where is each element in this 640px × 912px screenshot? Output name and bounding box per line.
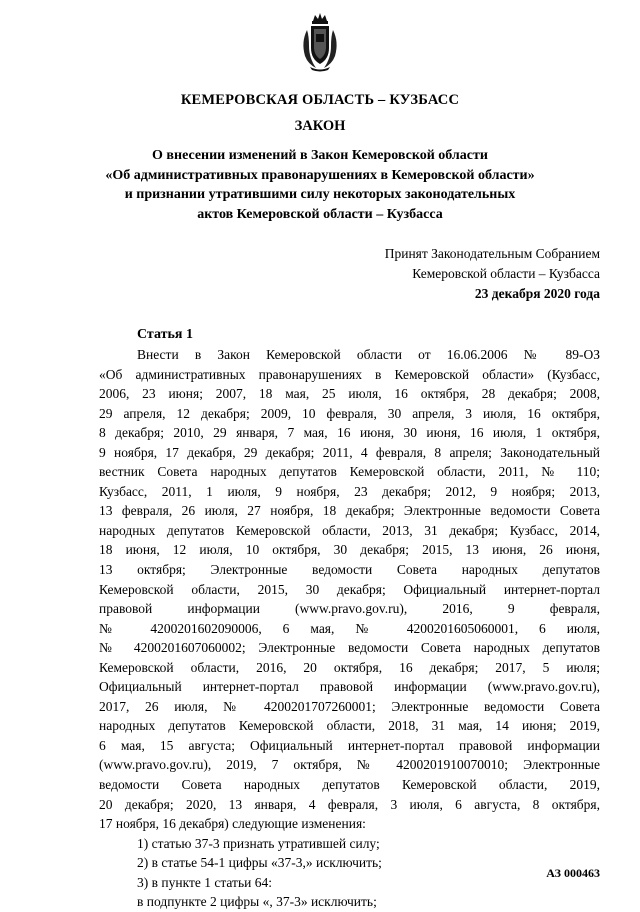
law-title-line: актов Кемеровской области – Кузбасса <box>197 206 443 222</box>
amendment-item: 2) в статье 54-1 цифры «37-3,» исключить; <box>137 855 382 871</box>
article-text-line: 29 апреля, 12 декабря; 2009, 10 февраля, 30 апреля, 3 июля, 16 октября, <box>99 405 600 421</box>
region-heading: КЕМЕРОВСКАЯ ОБЛАСТЬ – КУЗБАСС <box>180 92 460 108</box>
article-text-line: (www.pravo.gov.ru), 2019, 7 октября, № 4200201910070010; Электронные <box>99 757 600 773</box>
article-text-line: 13 февраля, 26 июля, 27 ноября, 18 декабря; Электронные ведомости Совета <box>99 503 600 519</box>
form-serial-number: АЗ 000463 <box>546 866 600 880</box>
article-text-line: Кузбасс, 2011, 1 июля, 9 ноября, 23 декабря; 2012, 9 ноября; 2013, <box>99 483 600 499</box>
document-type-heading: ЗАКОН <box>294 118 346 134</box>
article-text-line: 8 декабря; 2010, 29 января, 7 мая, 16 июня, 30 июня, 16 июля, 1 октября, <box>99 425 600 441</box>
article-text-line: 2006, 23 июня; 2007, 18 мая, 25 июля, 16 октября, 28 декабря; 2008, <box>99 386 600 402</box>
article-text-line: 6 мая, 15 августа; Официальный интернет-портал правовой информации <box>99 737 600 753</box>
article-text-line: Официальный интернет-портал правовой информации (www.pravo.gov.ru), <box>99 679 600 695</box>
article-text-line: вестник Совета народных депутатов Кемеровской области, 2011, № 110; <box>99 464 600 480</box>
article-text-line: Внести в Закон Кемеровской области от 16.06.2006 № 89-ОЗ <box>137 347 600 362</box>
amendment-item: 3) в пункте 1 статьи 64: <box>137 874 272 890</box>
article-text-line: правовой информации (www.pravo.gov.ru), 2016, 9 февраля, <box>99 601 600 617</box>
article-text-line: 2017, 26 июля, № 4200201707260001; Электронные ведомости Совета <box>99 698 600 714</box>
article-text-line: ведомости Совета народных депутатов Кемеровской области, 2019, <box>99 777 600 793</box>
article-text-line: № 4200201607060002; Электронные ведомости Совета народных депутатов <box>99 640 600 656</box>
law-title <box>0 146 640 224</box>
adoption-line: Кемеровской области – Кузбасса <box>412 266 600 281</box>
law-title-line: О внесении изменений в Закон Кемеровской области <box>152 148 488 163</box>
article-text-line: «Об административных правонарушениях в Кемеровской области» (Кузбасс, <box>99 366 600 382</box>
coat-of-arms-emblem <box>298 12 342 72</box>
law-title-line: и признании утратившими силу некоторых законодательных <box>124 187 516 202</box>
article-text-line: № 4200201602090006, 6 мая, № 4200201605060001, 6 июля, <box>99 620 600 636</box>
article-text-line: Кемеровской области, 2015, 30 декабря; Официальный интернет-портал <box>99 581 600 597</box>
article-text-line: народных депутатов Кемеровской области, 2018, 31 мая, 14 июня; 2019, <box>99 718 600 734</box>
article-text-line: 9 ноября, 17 декабря, 29 декабря; 2011, 4 февраля, 8 апреля; Законодательный <box>99 444 600 460</box>
amendment-item: 1) статью 37-3 признать утратившей силу; <box>137 835 380 851</box>
adoption-date: 23 декабря 2020 года <box>474 286 600 301</box>
amendment-item: в подпункте 2 цифры «, 37-3» исключить; <box>137 894 377 910</box>
article-text-line: 20 декабря; 2020, 13 января, 4 февраля, 3 июля, 6 августа, 8 октября, <box>99 796 600 812</box>
article-text-line: 13 октября; Электронные ведомости Совета народных депутатов <box>99 562 600 578</box>
adoption-block <box>385 244 600 304</box>
law-title-line: «Об административных правонарушениях в Кемеровской области» <box>105 167 535 183</box>
article-text-line: 17 ноября, 16 декабря) следующие изменения: <box>99 816 366 832</box>
article-text-line: 18 июня, 12 июля, 10 октября, 30 декабря; 2015, 13 июня, 26 июня, <box>99 542 600 558</box>
adoption-line: Принят Законодательным Собранием <box>384 246 600 261</box>
article-body <box>99 345 600 912</box>
article-text-line: народных депутатов Кемеровской области, 2013, 31 декабря; Кузбасс, 2014, <box>99 522 600 538</box>
article-text-line: Кемеровской области, 2016, 20 октября, 16 декабря; 2017, 5 июля; <box>99 659 600 675</box>
article-heading: Статья 1 <box>137 327 193 342</box>
